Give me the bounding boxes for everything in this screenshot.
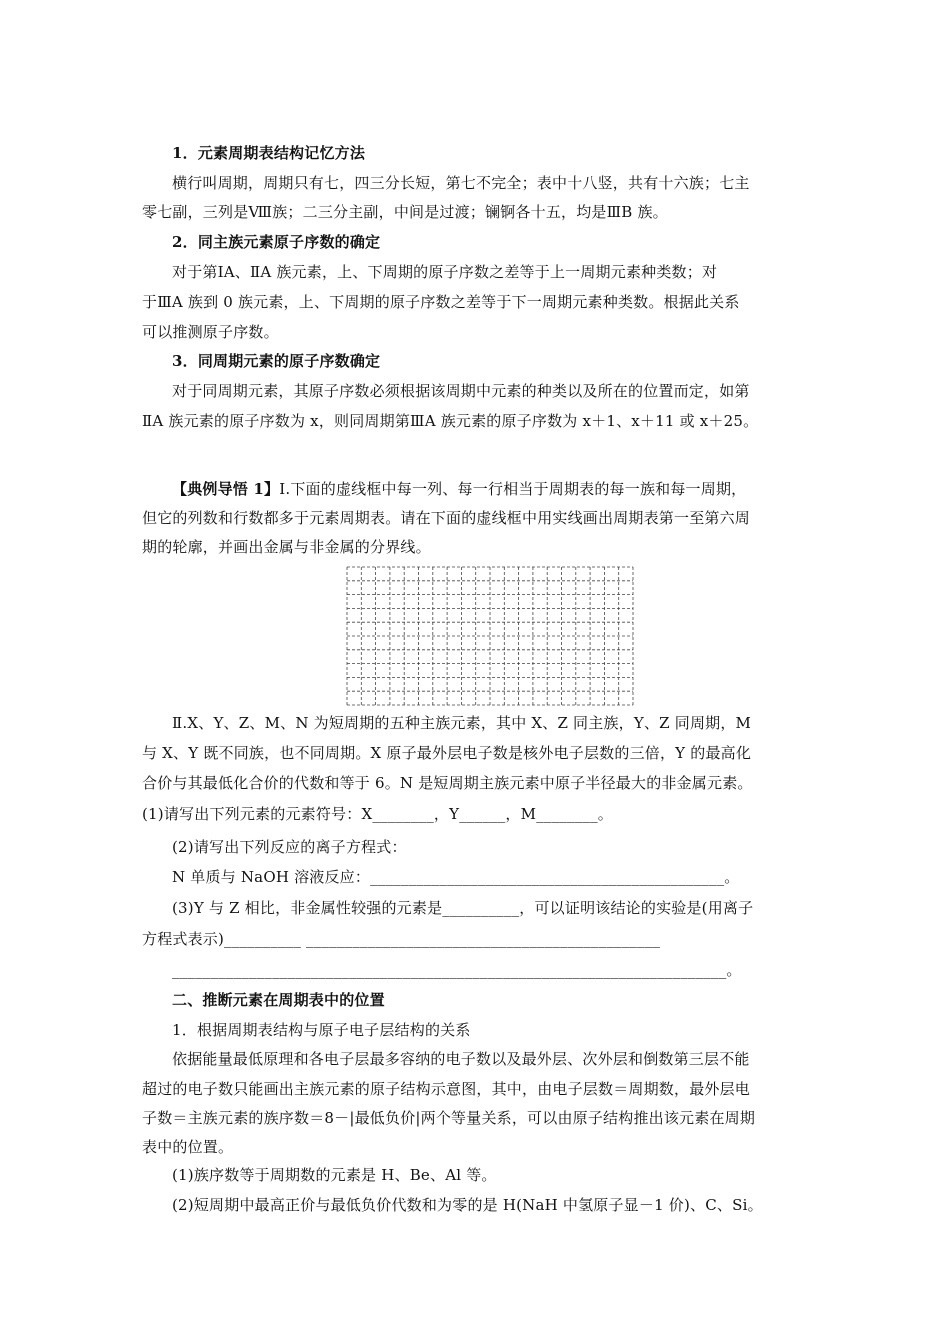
paragraph-text: 对于同周期元素，其原子序数必须根据该周期中元素的种类以及所在的位置而定，如第 (172, 382, 750, 400)
paragraph-text: 对于第ⅠA、ⅡA 族元素，上、下周期的原子序数之差等于上一周期元素种类数；对 (172, 263, 718, 281)
example-line (172, 478, 812, 500)
question-3-blank: 方程式表示)__________ ______________________________________________ (142, 930, 661, 948)
paragraph-text: 可以推测原子序数。 (142, 323, 279, 341)
heading-same-period: 3．同周期元素的原子序数确定 (172, 352, 381, 370)
paragraph-text: 合价与其最低化合价的代数和等于 6。N 是短周期主族元素中原子半径最大的非金属元素。 (142, 774, 753, 792)
paragraph-text: 零七副，三列是Ⅷ族；二三分主副，中间是过渡；镧锕各十五，均是ⅢB 族。 (142, 203, 668, 221)
section-title: 二、推断元素在周期表中的位置 (172, 991, 385, 1009)
subheading: 1．根据周期表结构与原子电子层结构的关系 (172, 1021, 471, 1039)
paragraph-text: Ⅱ.X、Y、Z、M、N 为短周期的五种主族元素，其中 X、Z 同主族，Y、Z 同周期，M (172, 714, 752, 732)
paragraph-text: 表中的位置。 (142, 1138, 234, 1156)
paragraph-text: 子数＝主族元素的族序数＝8－|最低负价|两个等量关系，可以由原子结构推出该元素在周期 (142, 1109, 756, 1127)
question-3-blank-2: ________________________________________________________________________。 (172, 961, 742, 979)
example-text: Ⅰ.下面的虚线框中每一列、每一行相当于周期表的每一族和每一周期， (279, 480, 747, 498)
paragraph-text: 于ⅢA 族到 0 族元素，上、下周期的原子序数之差等于下一周期元素种类数。根据此关系 (142, 293, 740, 311)
dashed-grid-box (346, 566, 634, 706)
paragraph-text: 超过的电子数只能画出主族元素的原子结构示意图，其中，由电子层数＝周期数，最外层电 (142, 1080, 751, 1098)
paragraph-text: 依据能量最低原理和各电子层最多容纳的电子数以及最外层、次外层和倒数第三层不能 (172, 1050, 750, 1068)
example-label: 【典例导悟 1】 (172, 480, 280, 498)
paragraph-text: (2)短周期中最高正价与最低负价代数和为零的是 H(NaH 中氢原子显－1 价)、C、Si。 (172, 1196, 763, 1214)
question-2: (2)请写出下列反应的离子方程式： (172, 838, 407, 856)
question-3: (3)Y 与 Z 相比，非金属性较强的元素是__________，可以证明该结论的实验是(用离子 (172, 899, 754, 917)
heading-structure-memory: 1．元素周期表结构记忆方法 (172, 144, 366, 162)
paragraph-text: (1)族序数等于周期数的元素是 H、Be、Al 等。 (172, 1166, 497, 1184)
paragraph-text: 横行叫周期，周期只有七，四三分长短，第七不完全；表中十八竖，共有十六族；七主 (172, 174, 750, 192)
paragraph-text: 期的轮廓，并画出金属与非金属的分界线。 (142, 538, 431, 556)
question-2-blank: N 单质与 NaOH 溶液反应：______________________________________________。 (172, 868, 740, 886)
paragraph-text: ⅡA 族元素的原子序数为 x，则同周期第ⅢA 族元素的原子序数为 x＋1、x＋11 或 x＋25。 (142, 412, 759, 430)
paragraph-text: 但它的列数和行数都多于元素周期表。请在下面的虚线框中用实线画出周期表第一至第六周 (142, 509, 751, 527)
question-1: (1)请写出下列元素的元素符号：X________，Y______，M________。 (142, 805, 613, 823)
heading-same-group: 2．同主族元素原子序数的确定 (172, 233, 381, 251)
paragraph-text: 与 X、Y 既不同族，也不同周期。X 原子最外层电子数是核外电子层数的三倍，Y 的最高化 (142, 744, 752, 762)
